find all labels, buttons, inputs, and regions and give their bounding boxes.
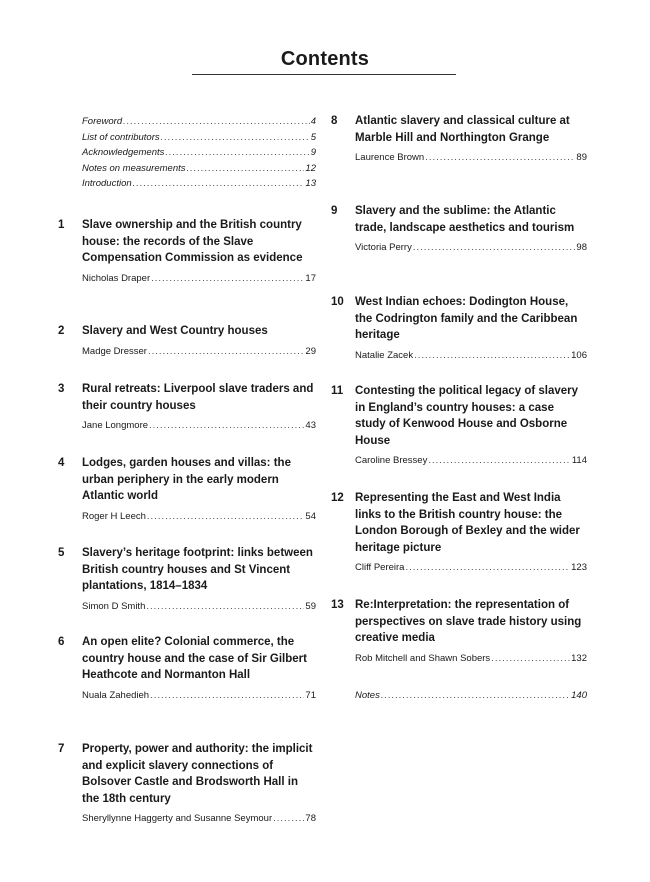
chapter-page: 71	[305, 689, 316, 701]
dot-leader	[405, 562, 570, 574]
dot-leader	[425, 152, 575, 164]
chapter-page: 54	[305, 510, 316, 522]
chapter-entry-10[interactable]	[331, 294, 587, 362]
chapter-number: 11	[331, 385, 344, 397]
dot-leader	[165, 145, 309, 161]
prelim-entry-foreword[interactable]	[82, 114, 316, 130]
chapter-author: Caroline Bressey	[355, 455, 428, 466]
chapter-number: 7	[58, 743, 65, 755]
notes-page: 140	[571, 690, 587, 701]
chapter-title: Slavery and West Country houses	[82, 325, 268, 337]
chapter-title: Lodges, garden houses and villas: the urban periphery in the early modern Atlantic world	[82, 457, 291, 502]
chapter-number: 12	[331, 492, 344, 504]
chapter-author: Sheryllynne Haggerty and Susanne Seymour	[82, 813, 273, 824]
prelim-page: 12	[305, 162, 316, 174]
dot-leader	[148, 346, 304, 358]
dot-leader	[146, 601, 304, 613]
chapter-author-line	[355, 562, 587, 574]
chapter-entry-5[interactable]	[58, 545, 316, 613]
chapter-number: 9	[331, 205, 338, 217]
chapter-number: 6	[58, 636, 65, 648]
chapter-entry-8[interactable]	[331, 113, 587, 164]
chapter-number: 10	[331, 296, 344, 308]
dot-leader	[381, 690, 570, 701]
chapter-number: 1	[58, 219, 65, 231]
chapter-entry-4[interactable]	[58, 455, 316, 523]
chapter-author-line	[355, 455, 587, 467]
prelim-label: Notes on measurements	[82, 162, 186, 174]
chapter-author-line	[82, 420, 316, 432]
chapter-title: Slavery’s heritage footprint: links between British country houses and St Vincent plantations, 1814–1834	[82, 547, 313, 592]
chapter-page: 17	[305, 272, 316, 284]
chapter-entry-3[interactable]	[58, 381, 316, 432]
chapter-number: 4	[58, 457, 65, 469]
chapter-number: 13	[331, 599, 344, 611]
chapter-title: Contesting the political legacy of slavery in England’s country houses: a case study of Kenwood House and Osborne House	[355, 385, 579, 447]
prelim-label: Foreword	[82, 116, 123, 127]
chapter-author-line	[355, 152, 587, 164]
chapter-page: 59	[305, 600, 316, 612]
title-rule	[192, 74, 456, 75]
dot-leader	[149, 420, 304, 432]
dot-leader	[491, 653, 570, 665]
dot-leader	[147, 511, 305, 523]
chapter-author-line	[82, 813, 316, 825]
prelim-entry-introduction[interactable]	[82, 176, 316, 192]
chapter-author-line	[82, 601, 316, 613]
chapter-entry-11[interactable]	[331, 383, 587, 467]
prelim-entry-acknowledgements[interactable]	[82, 145, 316, 161]
chapter-number: 8	[331, 115, 338, 127]
notes-entry[interactable]	[355, 690, 587, 701]
dot-leader	[150, 690, 304, 702]
chapter-entry-12[interactable]	[331, 490, 587, 574]
dot-leader	[123, 114, 310, 130]
chapter-author-line	[82, 346, 316, 358]
chapter-entry-7[interactable]	[58, 741, 316, 825]
chapter-author: Simon D Smith	[82, 600, 146, 612]
chapter-title: An open elite? Colonial commerce, the country house and the case of Sir Gilbert Heathcote and Normanton Hall	[82, 636, 307, 681]
chapter-author: Laurence Brown	[355, 152, 425, 163]
chapter-page: 98	[576, 242, 587, 253]
chapter-number: 5	[58, 547, 65, 559]
chapter-number: 3	[58, 383, 65, 395]
chapter-entry-6[interactable]	[58, 634, 316, 702]
prelim-page: 13	[305, 178, 316, 190]
chapter-title: Property, power and authority: the implicit and explicit slavery connections of Bolsover Castle and Brodsworth Hall in the 18th century	[82, 743, 313, 805]
chapter-author: Cliff Pereira	[355, 562, 405, 573]
prelim-page: 5	[310, 131, 316, 143]
chapter-title: Slave ownership and the British country house: the records of the Slave Compensation Commission as evidence	[82, 219, 303, 264]
prelim-label: List of contributors	[82, 131, 160, 143]
prelim-entry-measurements[interactable]	[82, 161, 316, 177]
dot-leader	[273, 813, 304, 825]
chapter-title: West Indian echoes: Dodington House, the Codrington family and the Caribbean heritage	[355, 296, 578, 341]
chapter-author: Jane Longmore	[82, 420, 149, 431]
dot-leader	[414, 350, 570, 362]
prelim-page: 4	[310, 116, 316, 127]
chapter-title: Representing the East and West India links to the British country house: the London Borough of Bexley and the wider heritage picture	[355, 492, 580, 554]
chapter-page: 132	[571, 652, 587, 664]
chapter-author: Victoria Perry	[355, 242, 412, 253]
chapter-entry-9[interactable]	[331, 203, 587, 254]
chapter-page: 43	[305, 420, 316, 431]
chapter-number: 2	[58, 325, 65, 337]
chapter-author-line	[355, 350, 587, 362]
chapter-page: 89	[576, 152, 587, 163]
chapter-author: Natalie Zacek	[355, 349, 414, 361]
chapter-title: Slavery and the sublime: the Atlantic trade, landscape aesthetics and tourism	[355, 205, 575, 234]
chapter-title: Rural retreats: Liverpool slave traders and their country houses	[82, 383, 314, 412]
chapter-page: 106	[571, 349, 587, 361]
prelim-entry-contributors[interactable]	[82, 130, 316, 146]
chapter-entry-2[interactable]	[58, 323, 316, 358]
dot-leader	[413, 242, 576, 254]
chapter-author: Rob Mitchell and Shawn Sobers	[355, 652, 491, 664]
notes-label: Notes	[355, 690, 380, 701]
dot-leader	[151, 273, 304, 285]
chapter-author: Madge Dresser	[82, 345, 147, 357]
chapter-title: Re:Interpretation: the representation of perspectives on slave trade history using creative media	[355, 599, 582, 644]
dot-leader	[187, 161, 305, 177]
chapter-author-line	[355, 242, 587, 254]
chapter-author-line	[82, 690, 316, 702]
chapter-page: 114	[571, 455, 587, 466]
chapter-author-line	[355, 653, 587, 665]
chapter-author: Nuala Zahedieh	[82, 689, 150, 701]
chapter-page: 123	[571, 562, 587, 573]
prelims-list	[82, 114, 316, 192]
prelim-label: Acknowledgements	[82, 147, 165, 159]
chapter-page: 29	[305, 345, 316, 357]
page-title: Contents	[280, 48, 370, 70]
chapter-author: Nicholas Draper	[82, 272, 151, 284]
dot-leader	[161, 130, 310, 146]
dot-leader	[428, 455, 571, 467]
chapter-author: Roger H Leech	[82, 510, 146, 522]
chapter-author-line	[82, 511, 316, 523]
prelim-label: Introduction	[82, 178, 132, 190]
chapter-page: 78	[305, 813, 316, 824]
dot-leader	[133, 176, 305, 192]
chapter-entry-13[interactable]	[331, 597, 587, 665]
prelim-page: 9	[310, 147, 316, 159]
chapter-title: Atlantic slavery and classical culture at Marble Hill and Northington Grange	[355, 115, 570, 144]
chapter-entry-1[interactable]	[58, 217, 316, 285]
chapter-author-line	[82, 273, 316, 285]
